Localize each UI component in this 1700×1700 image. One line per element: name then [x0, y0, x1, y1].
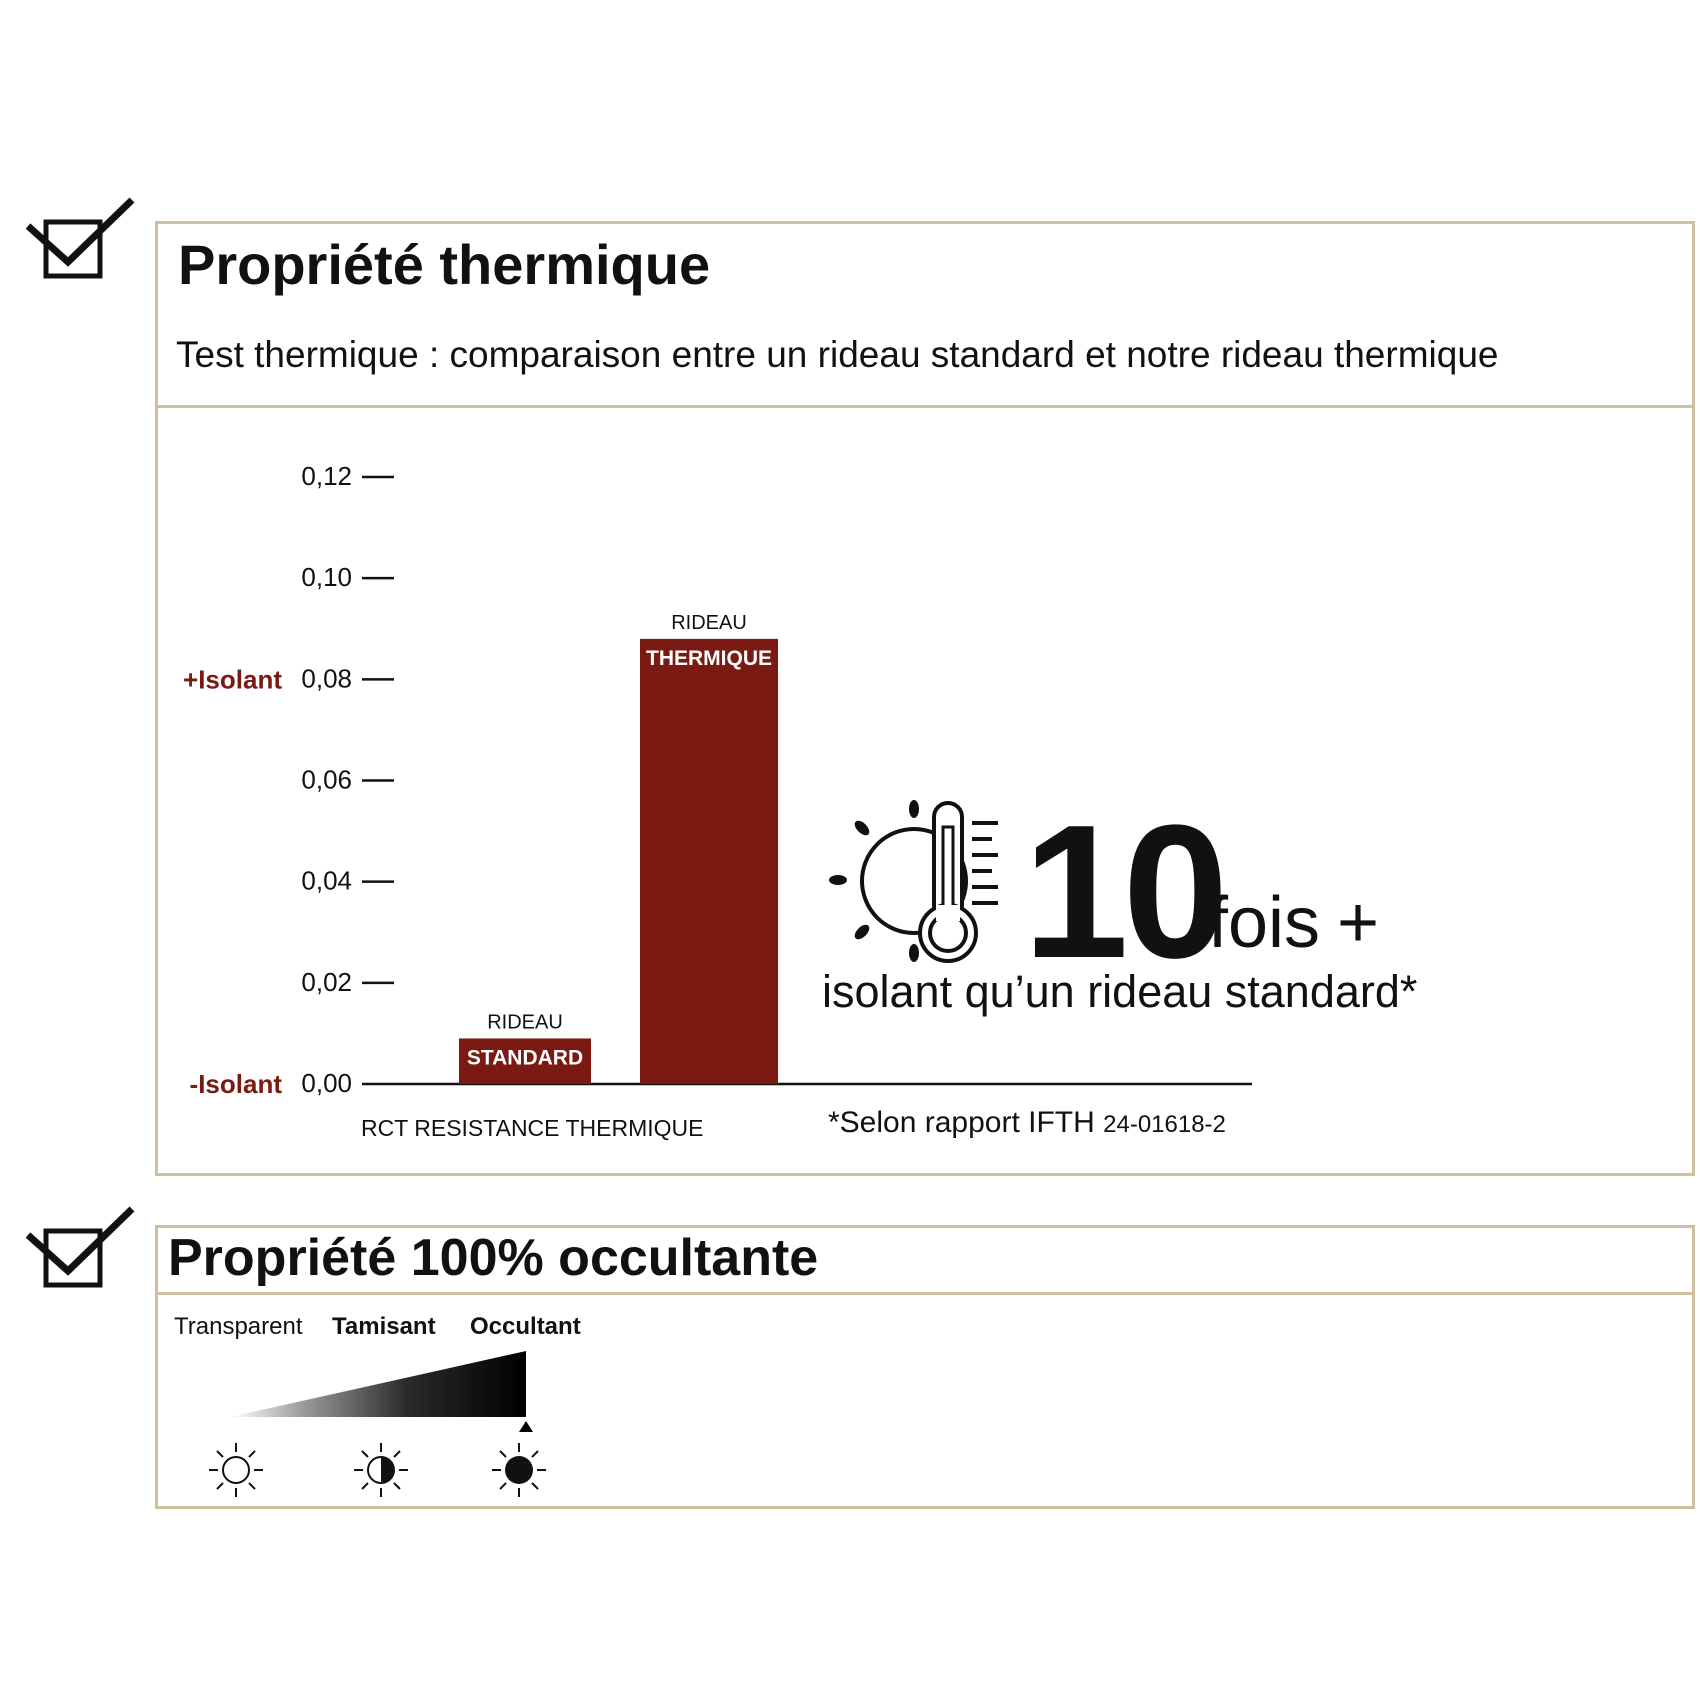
- thermal-subtitle: Test thermique : comparaison entre un rideau standard et notre rideau thermique: [176, 334, 1499, 375]
- level-label-tamisant: Tamisant: [332, 1313, 436, 1340]
- footnote-prefix: *Selon rapport IFTH: [828, 1106, 1095, 1139]
- bar-label-top: RIDEAU: [487, 1011, 563, 1034]
- claim-plus: +: [1337, 883, 1380, 963]
- checkbox-checked-icon: [24, 1205, 136, 1293]
- level-label-transparent: Transparent: [174, 1313, 303, 1340]
- y-tick-label: 0,02: [301, 966, 352, 997]
- level-label-occultant: Occultant: [470, 1313, 581, 1340]
- claim-suffix: fois: [1208, 883, 1321, 963]
- sun-empty-icon: [206, 1440, 266, 1500]
- claim-text: isolant qu’un rideau standard*: [822, 966, 1418, 1017]
- y-tick-label: 0,04: [301, 865, 352, 896]
- thermal-title: Propriété thermique: [178, 233, 711, 296]
- bar-label-top: RIDEAU: [671, 611, 747, 634]
- bar-label-inner: THERMIQUE: [646, 646, 772, 670]
- footnote-ref: 24-01618-2: [1103, 1111, 1226, 1138]
- sun-thermometer-icon: [822, 795, 1012, 975]
- y-tick-label: 0,12: [301, 461, 352, 491]
- x-axis-label: RCT RESISTANCE THERMIQUE: [361, 1115, 704, 1141]
- selected-marker-icon: [519, 1421, 533, 1432]
- axis-annotation: -Isolant: [189, 1069, 282, 1099]
- y-tick-label: 0,06: [301, 764, 352, 795]
- sun-half-icon: [351, 1440, 411, 1500]
- sun-full-icon: [489, 1440, 549, 1500]
- bar: [640, 639, 778, 1084]
- y-tick-label: 0,08: [301, 663, 352, 694]
- occult-header-divider: [155, 1292, 1695, 1295]
- claim-number: 10: [1023, 786, 1223, 998]
- footnote: [828, 1106, 1226, 1140]
- y-tick-label: 0,10: [301, 562, 352, 593]
- bar-label-inner: STANDARD: [466, 1046, 584, 1070]
- opacity-gradient-scale: [230, 1345, 550, 1435]
- occult-title: Propriété 100% occultante: [168, 1229, 819, 1287]
- axis-annotation: +Isolant: [183, 664, 282, 695]
- y-tick-label: 0,00: [301, 1068, 352, 1098]
